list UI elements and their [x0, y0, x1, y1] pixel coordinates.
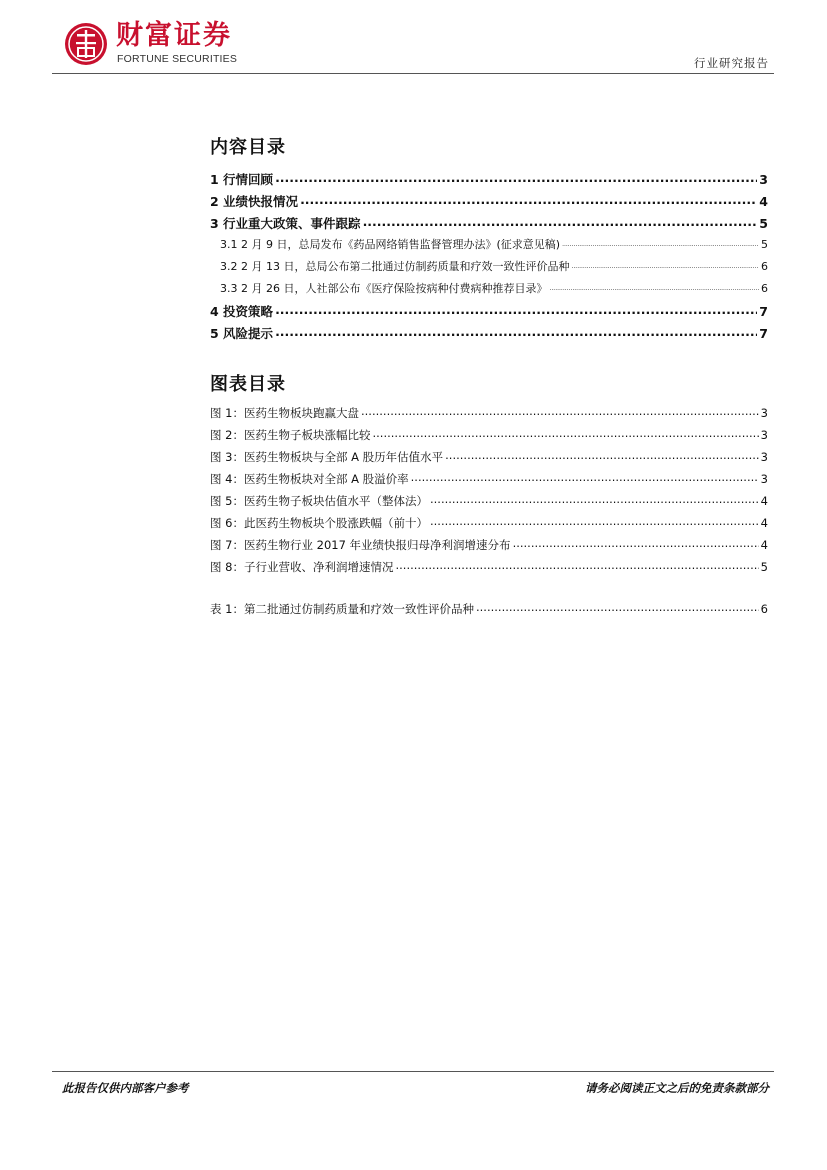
figure-entry-label: 图 2：医药生物子板块涨幅比较	[210, 428, 371, 442]
figure-entry-label: 图 5：医药生物子板块估值水平（整体法）	[210, 494, 428, 508]
toc-entry-label: 4 投资策略	[210, 304, 274, 319]
footer-divider	[52, 1071, 774, 1072]
toc-entry-label: 3 行业重大政策、事件跟踪	[210, 216, 361, 231]
leader-dots	[300, 192, 757, 207]
contents-title: 内容目录	[210, 137, 286, 158]
toc-entry[interactable]	[210, 302, 768, 320]
toc-entry-label: 3.3 2 月 26 日，人社部公布《医疗保险按病种付费病种推荐目录》	[220, 282, 548, 295]
toc-entry-page: 6	[761, 282, 768, 295]
leader-dots	[372, 426, 758, 440]
toc-entry-page: 7	[759, 326, 768, 341]
toc-entry-page: 7	[759, 304, 768, 319]
toc-entry-page: 5	[761, 238, 768, 251]
toc-entry-label: 3.1 2 月 9 日，总局发布《药品网络销售监督管理办法》(征求意见稿)	[220, 238, 561, 251]
figure-entry-label: 图 8：子行业营收、净利润增速情况	[210, 560, 394, 574]
header-divider	[52, 73, 774, 74]
figure-entry-page: 5	[760, 560, 768, 574]
leader-dots	[430, 492, 759, 506]
figure-entry[interactable]	[210, 471, 768, 487]
toc-entry[interactable]	[210, 214, 768, 232]
toc-entry-page: 6	[761, 260, 768, 273]
leader-dots	[275, 324, 757, 339]
leader-dots	[395, 558, 758, 572]
leader-dots	[513, 536, 759, 550]
fortune-logo-icon	[64, 22, 108, 66]
leader-dots	[275, 170, 757, 185]
logo-english-name: FORTUNE SECURITIES	[117, 53, 238, 65]
figure-entry[interactable]	[210, 537, 768, 553]
figure-entry[interactable]	[210, 405, 768, 421]
figure-entry-page: 4	[760, 538, 768, 552]
toc-entry[interactable]	[210, 192, 768, 210]
leader-dots	[363, 214, 758, 229]
figure-entry-page: 3	[760, 428, 768, 442]
figure-entry-page: 4	[760, 494, 768, 508]
toc-entry-page: 4	[759, 194, 768, 209]
toc-subentry[interactable]	[210, 280, 768, 296]
page-header	[0, 0, 827, 80]
figure-entry-page: 4	[760, 516, 768, 530]
footer-disclaimer-right: 请务必阅读正文之后的免责条款部分	[585, 1081, 769, 1095]
toc-subentry[interactable]	[210, 258, 768, 274]
toc-entry[interactable]	[210, 170, 768, 188]
figure-entry[interactable]	[210, 427, 768, 443]
toc-entry-page: 3	[759, 172, 768, 187]
figure-entry[interactable]	[210, 559, 768, 575]
figure-entry[interactable]	[210, 493, 768, 509]
toc-entry-page: 5	[759, 216, 768, 231]
figure-entry-page: 3	[760, 406, 768, 420]
leader-dots	[361, 404, 759, 418]
leader-dots	[445, 448, 759, 462]
report-type-label: 行业研究报告	[694, 56, 769, 70]
leader-dots	[571, 263, 759, 270]
toc-entry[interactable]	[210, 324, 768, 342]
leader-dots	[411, 470, 759, 484]
figure-entry[interactable]	[210, 515, 768, 531]
figure-entry-label: 图 3：医药生物板块与全部 A 股历年估值水平	[210, 450, 444, 464]
toc-entry-label: 5 风险提示	[210, 326, 274, 341]
figure-entry-page: 3	[760, 472, 768, 486]
leader-dots	[562, 241, 759, 248]
table-entry[interactable]	[210, 601, 768, 617]
figure-entry[interactable]	[210, 449, 768, 465]
figure-entry-label: 图 4：医药生物板块对全部 A 股溢价率	[210, 472, 409, 486]
toc-entry-label: 3.2 2 月 13 日，总局公布第二批通过仿制药质量和疗效一致性评价品种	[220, 260, 570, 273]
figures-title: 图表目录	[210, 374, 286, 395]
table-entry-label: 表 1：第二批通过仿制药质量和疗效一致性评价品种	[210, 602, 474, 616]
toc-entry-label: 1 行情回顾	[210, 172, 274, 187]
logo-chinese-name: 财富证券	[116, 20, 232, 51]
figure-entry-label: 图 1：医药生物板块跑赢大盘	[210, 406, 359, 420]
footer-disclaimer-left: 此报告仅供内部客户参考	[62, 1081, 189, 1095]
leader-dots	[430, 514, 759, 528]
leader-dots	[549, 285, 759, 292]
figure-entry-label: 图 7：医药生物行业 2017 年业绩快报归母净利润增速分布	[210, 538, 511, 552]
toc-entry-label: 2 业绩快报情况	[210, 194, 299, 209]
leader-dots	[275, 302, 757, 317]
table-entry-page: 6	[760, 602, 768, 616]
figure-entry-label: 图 6：此医药生物板块个股涨跌幅（前十）	[210, 516, 428, 530]
toc-subentry[interactable]	[210, 236, 768, 252]
figure-entry-page: 3	[760, 450, 768, 464]
leader-dots	[476, 600, 759, 614]
